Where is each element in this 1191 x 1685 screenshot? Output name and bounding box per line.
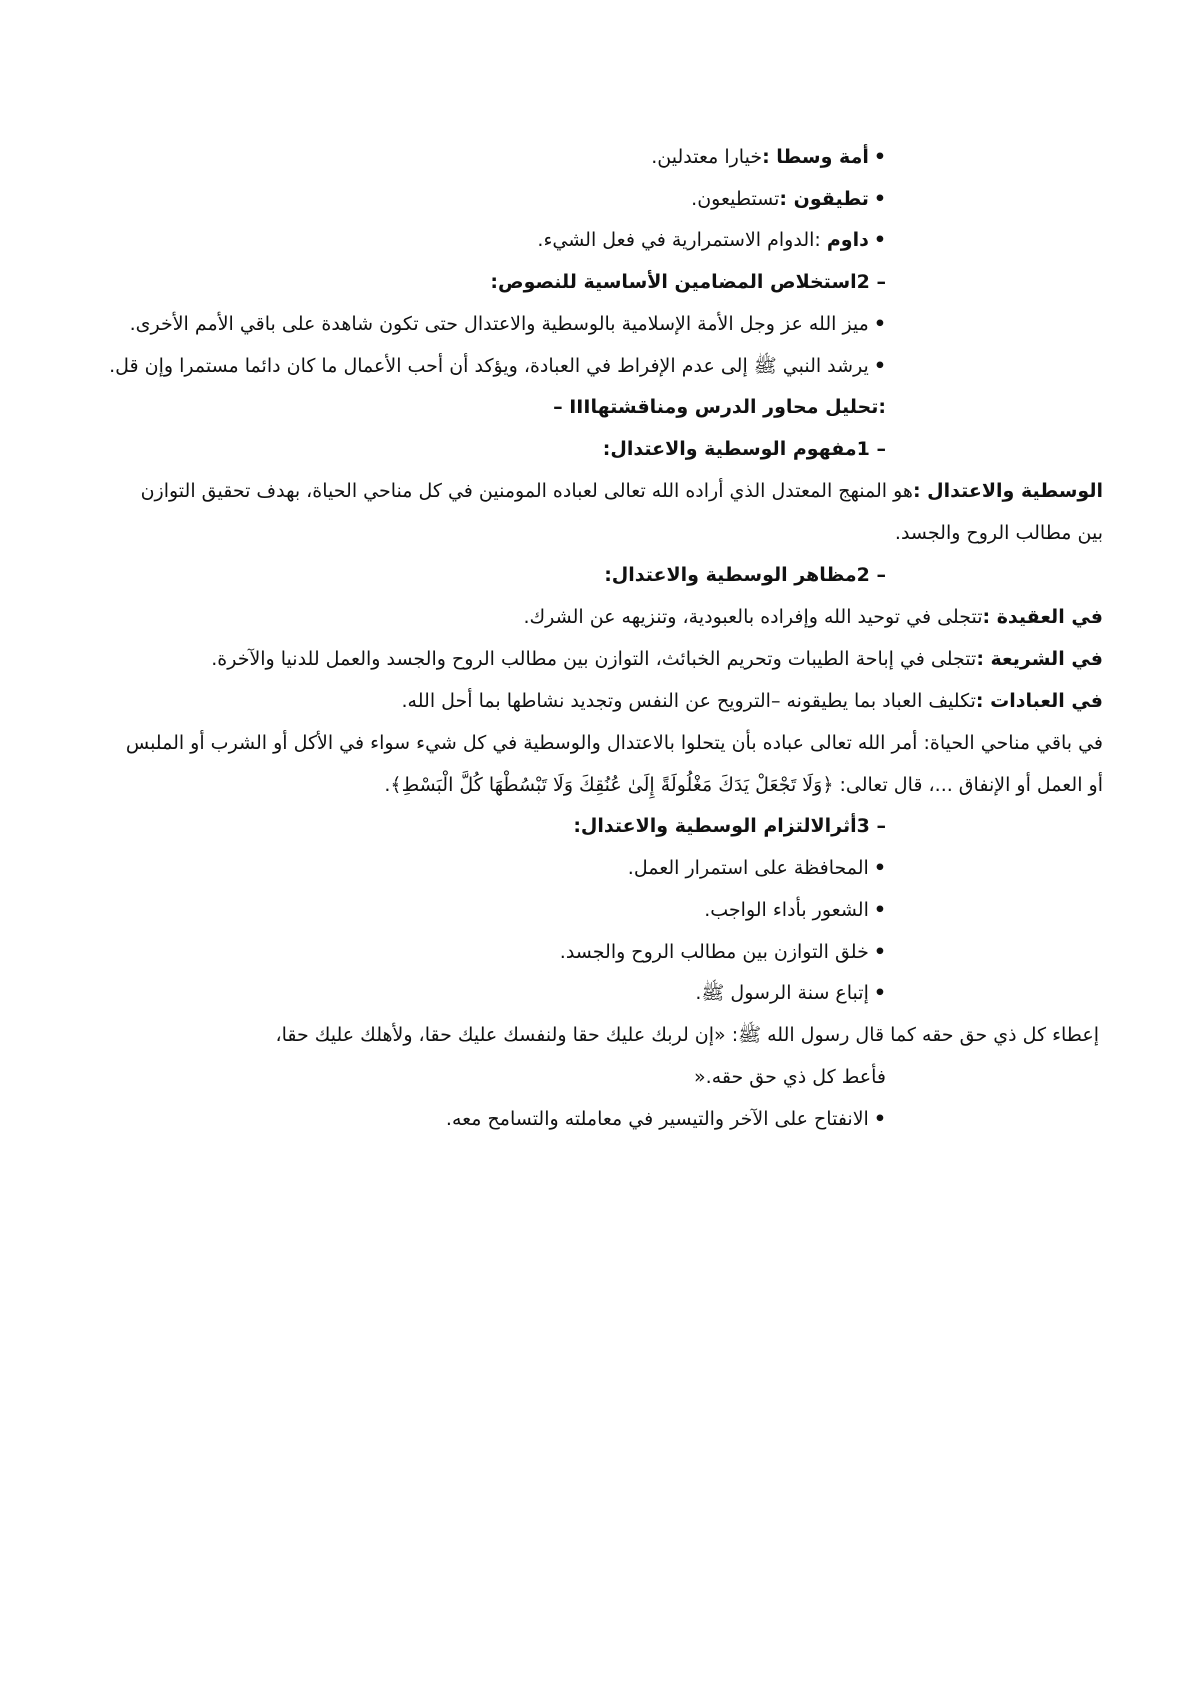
bullet: • [873, 188, 886, 210]
content-item-2 [109, 352, 886, 380]
bullet: • [873, 982, 886, 1004]
aspect-text: تتجلى في توحيد الله وإفراده بالعبودية، وتنزيهه عن الشرك. [523, 606, 983, 628]
life-aspects-line-2: أو العمل أو الإنفاق ...، قال تعالى: ﴿وَلَا تَجْعَلْ يَدَكَ مَغْلُولَةً إِلَىٰ عُنُقِكَ وَلَا تَبْسُطْهَا كُلَّ الْبَسْطِ﴾. [384, 774, 1103, 796]
hadith-line-1 [275, 1021, 1099, 1049]
content-text: ميز الله عز وجل الأمة الإسلامية بالوسطية والاعتدال حتى تكون شاهدة على باقي الأمم الأخرى. [129, 313, 869, 335]
definition-line-2: بين مطالب الروح والجسد. [894, 522, 1103, 544]
content-item-1 [130, 310, 886, 338]
effect-text: خلق التوازن بين مطالب الروح والجسد. [559, 941, 869, 963]
bullet: • [873, 899, 886, 921]
effect-item-5 [446, 1105, 886, 1133]
bullet: • [873, 355, 886, 377]
vocab-item-1 [651, 143, 886, 171]
section-heading-extract: – 2استخلاص المضامين الأساسية للنصوص: [490, 271, 886, 293]
content-text: يرشد النبي ﷺ إلى عدم الإفراط في العبادة، ويؤكد أن أحب الأعمال ما كان دائما مستمرا وإن قل. [109, 355, 869, 377]
aspect-law [211, 645, 1103, 673]
bullet: • [873, 313, 886, 335]
bullet: • [873, 1108, 886, 1130]
definition-line-1 [141, 477, 1103, 505]
aspect-text: تكليف العباد بما يطيقونه –الترويح عن النفس وتجديد نشاطها بما أحل الله. [401, 690, 976, 712]
effect-text: الشعور بأداء الواجب. [704, 899, 869, 921]
life-aspects-line-1: في باقي مناحي الحياة: أمر الله تعالى عباده بأن يتحلوا بالاعتدال والوسطية في كل شيء سواء في الأكل أو الشرب أو الملبس [125, 732, 1103, 754]
aspect-belief [523, 603, 1103, 631]
aspect-term: في الشريعة : [976, 648, 1103, 670]
aspect-term: في العبادات : [975, 690, 1103, 712]
bullet: • [873, 857, 886, 879]
bullet: • [873, 229, 886, 251]
bullet: • [873, 941, 886, 963]
subheading-aspects: – 2مظاهر الوسطية والاعتدال: [604, 564, 886, 586]
effect-text: إتباع سنة الرسول ﷺ. [695, 982, 869, 1004]
section-heading-analysis: – IIIتحليل محاور الدرس ومناقشتها: [553, 396, 886, 418]
effect-text: الانفتاح على الآخر والتيسير في معاملته والتسامح معه. [445, 1108, 869, 1130]
vocab-definition: خيارا معتدلين. [651, 146, 763, 168]
subheading-concept: – 1مفهوم الوسطية والاعتدال: [602, 438, 886, 460]
definition-text: هو المنهج المعتدل الذي أراده الله تعالى لعباده المومنين في كل مناحي الحياة، بهدف تحقيق التوازن [140, 480, 913, 502]
definition-term: الوسطية والاعتدال : [912, 480, 1103, 502]
hadith-line-2: فأعط كل ذي حق حقه.« [694, 1066, 886, 1088]
vocab-item-2 [691, 185, 886, 213]
vocab-definition: :الدوام الاستمرارية في فعل الشيء. [537, 229, 827, 251]
bullet: • [873, 146, 886, 168]
aspect-worship [402, 687, 1103, 715]
hadith-text: إعطاء كل ذي حق حقه كما قال رسول الله ﷺ: «إن لربك عليك حقا ولنفسك عليك حقا، ولأهلك عليك حقا، [275, 1024, 1099, 1046]
vocab-definition: تستطيعون. [691, 188, 780, 210]
subheading-effects: – 3أثرالالتزام الوسطية والاعتدال: [573, 815, 886, 837]
effect-item-4 [695, 979, 886, 1007]
aspect-text: تتجلى في إباحة الطيبات وتحريم الخبائث، التوازن بين مطالب الروح والجسد والعمل للدنيا والآخرة. [211, 648, 977, 670]
aspect-term: في العقيدة : [982, 606, 1103, 628]
effect-item-2 [704, 896, 886, 924]
effect-text: المحافظة على استمرار العمل. [627, 857, 869, 879]
vocab-term: تطيقون : [779, 188, 869, 210]
effect-item-1 [628, 854, 886, 882]
effect-item-3 [560, 938, 886, 966]
vocab-term: داوم [826, 229, 869, 251]
vocab-item-3 [537, 226, 886, 254]
vocab-term: أمة وسطا : [762, 146, 869, 168]
